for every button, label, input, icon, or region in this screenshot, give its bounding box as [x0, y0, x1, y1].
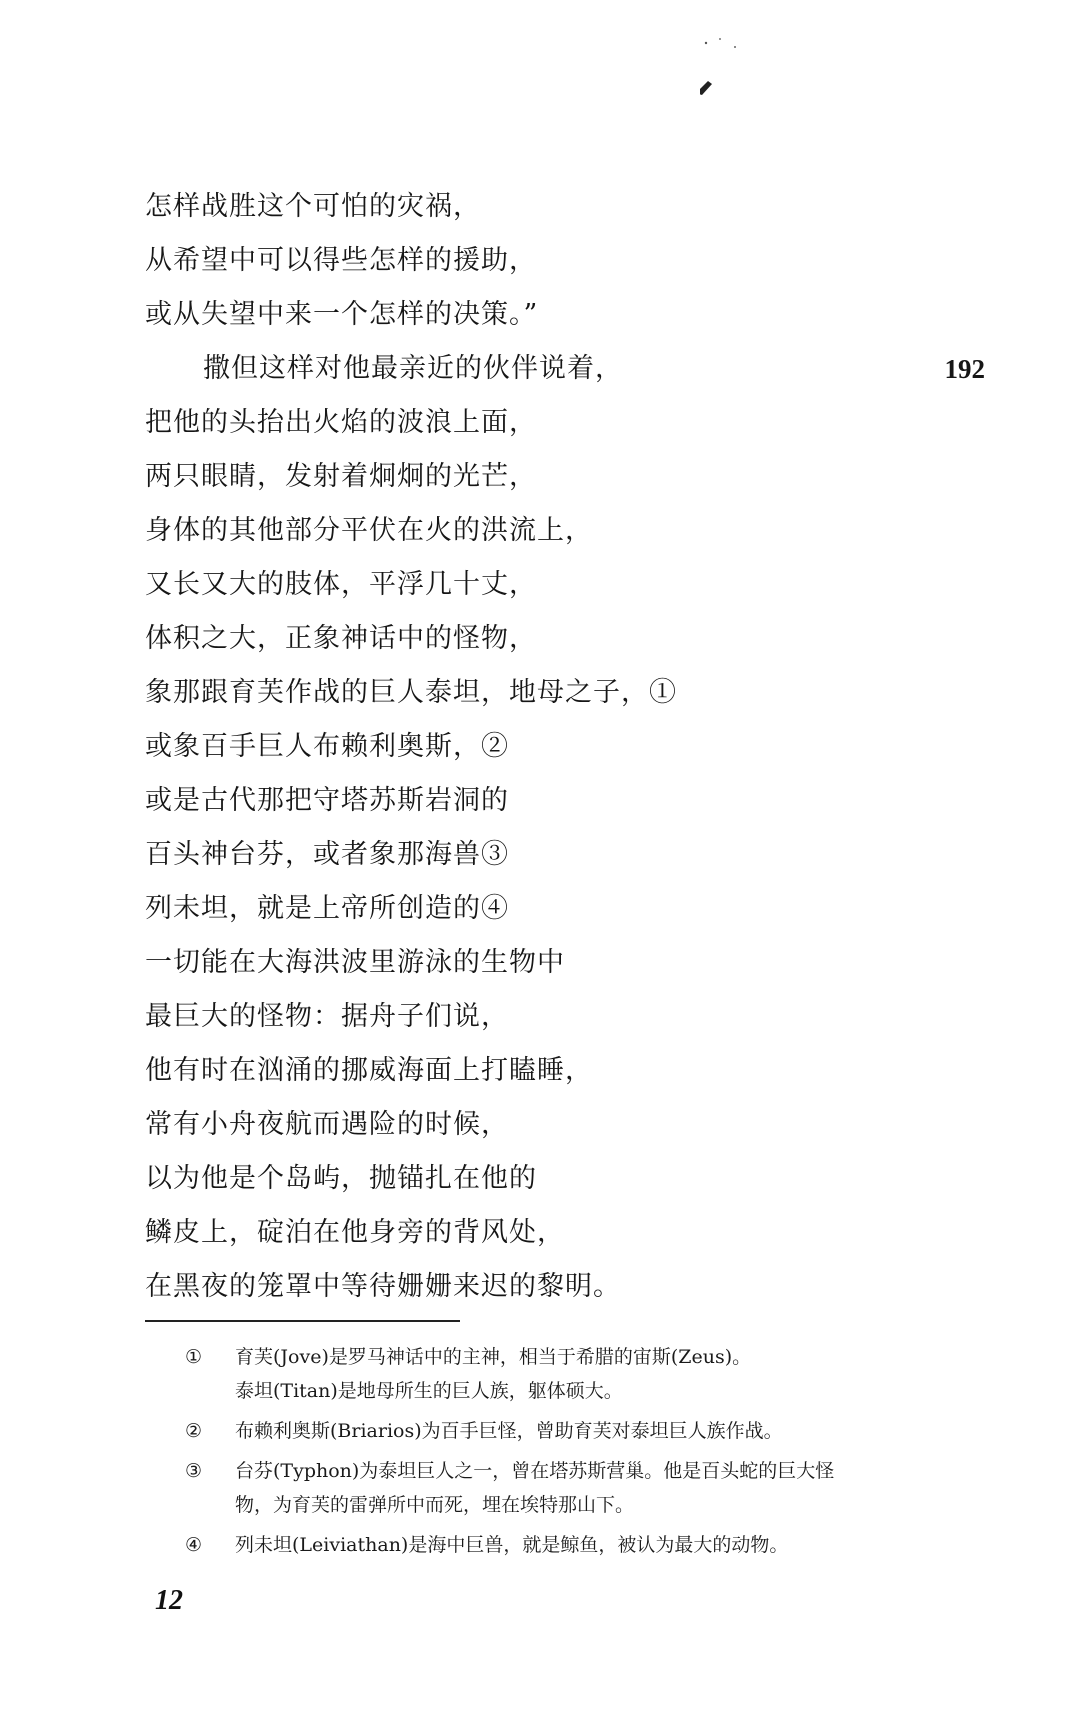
poem-line: 或是古代那把守塔苏斯岩洞的: [145, 785, 509, 816]
poem-line: 在黑夜的笼罩中等待姗姗来迟的黎明。: [145, 1271, 621, 1302]
poem-line: 又长又大的肢体，平浮几十丈，: [145, 569, 537, 600]
footnote-marker: ④: [185, 1534, 203, 1556]
poem-line: 身体的其他部分平伏在火的洪流上，: [145, 515, 593, 546]
footnote-text: 台芬(Typhon)为泰坦巨人之一，曾在塔苏斯营巢。他是百头蛇的巨大怪: [235, 1460, 835, 1482]
poem-line: 或从失望中来一个怎样的决策。”: [145, 299, 539, 330]
poem-line: 怎样战胜这个可怕的灾祸，: [145, 191, 481, 222]
footnote-marker: ③: [185, 1460, 203, 1482]
footnote-text: 布赖利奥斯(Briarios)为百手巨怪，曾助育芙对泰坦巨人族作战。: [235, 1420, 783, 1442]
footnote-1: [185, 1340, 985, 1408]
footnote-text: 列未坦(Leiviathan)是海中巨兽，就是鲸鱼，被认为最大的动物。: [235, 1534, 789, 1556]
line-number: 192: [944, 354, 985, 384]
scan-specks: [700, 35, 780, 105]
poem-line: 象那跟育芙作战的巨人泰坦，地母之子，①: [145, 677, 677, 708]
footnote-marker: ①: [185, 1346, 203, 1368]
poem-line: 把他的头抬出火焰的波浪上面，: [145, 407, 537, 438]
poem-line-text: 撒但这样对他最亲近的伙伴说着，: [203, 353, 623, 384]
footnote-divider: [145, 1320, 460, 1322]
footnote-marker: ②: [185, 1420, 203, 1442]
poem-line: 鳞皮上，碇泊在他身旁的背风处，: [145, 1217, 565, 1248]
poem-line: [145, 342, 985, 396]
poem-line: 百头神台芬，或者象那海兽③: [145, 839, 509, 870]
footnotes: [185, 1340, 985, 1568]
poem-line: 一切能在大海洪波里游泳的生物中: [145, 947, 565, 978]
poem-line: 从希望中可以得些怎样的援助，: [145, 245, 537, 276]
poem-line: 体积之大，正象神话中的怪物，: [145, 623, 537, 654]
poem-line: 他有时在汹涌的挪威海面上打瞌睡，: [145, 1055, 593, 1086]
footnote-4: [185, 1528, 985, 1562]
poem-line: 以为他是个岛屿，抛锚扎在他的: [145, 1163, 537, 1194]
footnote-3: [185, 1454, 985, 1522]
poem-line: 列未坦，就是上帝所创造的④: [145, 893, 509, 924]
footnote-2: [185, 1414, 985, 1448]
footnote-text: 泰坦(Titan)是地母所生的巨人族，躯体硕大。: [235, 1380, 623, 1402]
poem-line: 两只眼睛，发射着炯炯的光芒，: [145, 461, 537, 492]
poem-line: 最巨大的怪物：据舟子们说，: [145, 1001, 509, 1032]
poem-line: 常有小舟夜航而遇险的时候，: [145, 1109, 509, 1140]
footnote-text: 物，为育芙的雷弹所中而死，埋在埃特那山下。: [235, 1494, 635, 1516]
poem-body: [145, 180, 985, 1314]
page-number: 12: [155, 1585, 183, 1616]
footnote-text: 育芙(Jove)是罗马神话中的主神，相当于希腊的宙斯(Zeus)。: [235, 1346, 752, 1368]
poem-line: 或象百手巨人布赖利奥斯，②: [145, 731, 509, 762]
